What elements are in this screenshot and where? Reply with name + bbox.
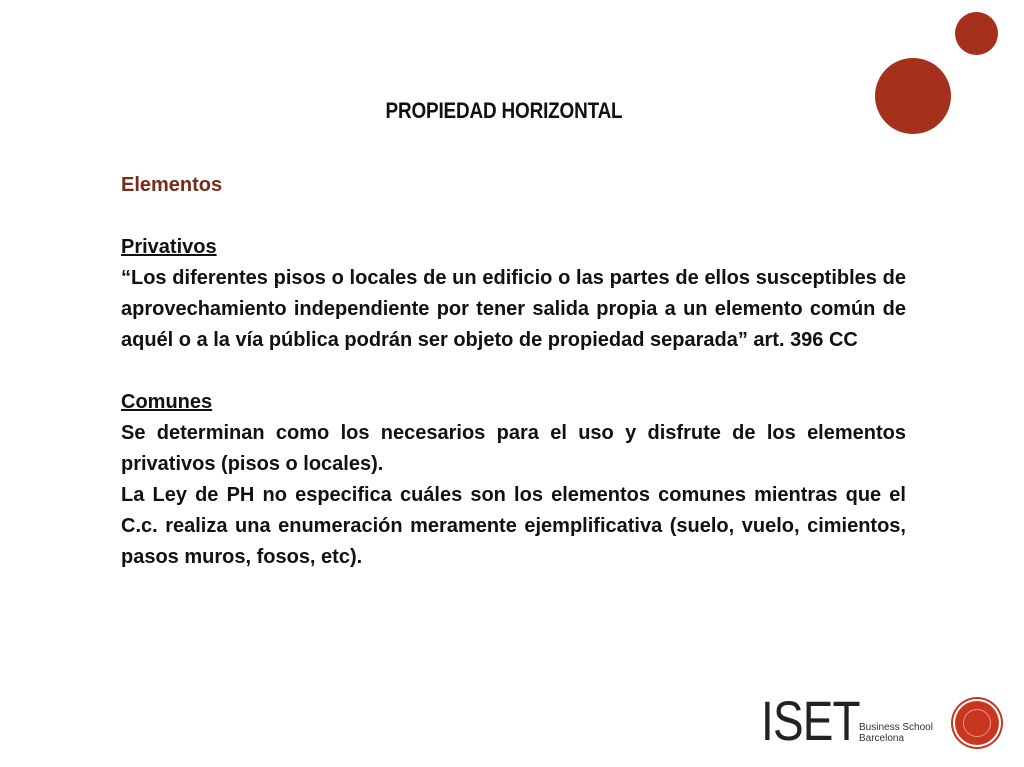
logo-wordmark: ISET: [761, 689, 860, 752]
comunes-text-1: Se determinan como los necesarios para el uso y disfrute de los elementos privativos (pisos o locales).: [121, 422, 906, 475]
slide-title: PROPIEDAD HORIZONTAL: [385, 98, 623, 123]
spacer: [121, 356, 906, 387]
comunes-heading: Comunes: [121, 391, 213, 413]
logo-subtitle: [859, 722, 933, 744]
logo-subtitle-line1: Business School: [859, 722, 933, 733]
privativos-heading: Privativos: [121, 236, 217, 258]
decorative-circle-small: [955, 12, 998, 55]
logo-subtitle-line2: Barcelona: [859, 733, 905, 744]
iset-logo: [761, 689, 933, 752]
privativos-text: “Los diferentes pisos o locales de un edificio o las partes de ellos susceptibles de aprovechamiento independiente por tener salida propia a un elemento común de aquél o a la vía pública podrán ser objeto de propiedad separada” art. 396 CC: [121, 267, 906, 351]
corner-circle-inner-icon: [963, 709, 991, 737]
spacer: [121, 201, 906, 232]
comunes-text-2: La Ley de PH no especifica cuáles son los elementos comunes mientras que el C.c. realiza una enumeración meramente ejemplificativa (suelo, vuelo, cimientos, pasos muros, fosos, etc).: [121, 484, 906, 568]
slide-content: [121, 170, 906, 573]
section-title: Elementos: [121, 174, 223, 196]
corner-circle-icon: [955, 701, 999, 745]
